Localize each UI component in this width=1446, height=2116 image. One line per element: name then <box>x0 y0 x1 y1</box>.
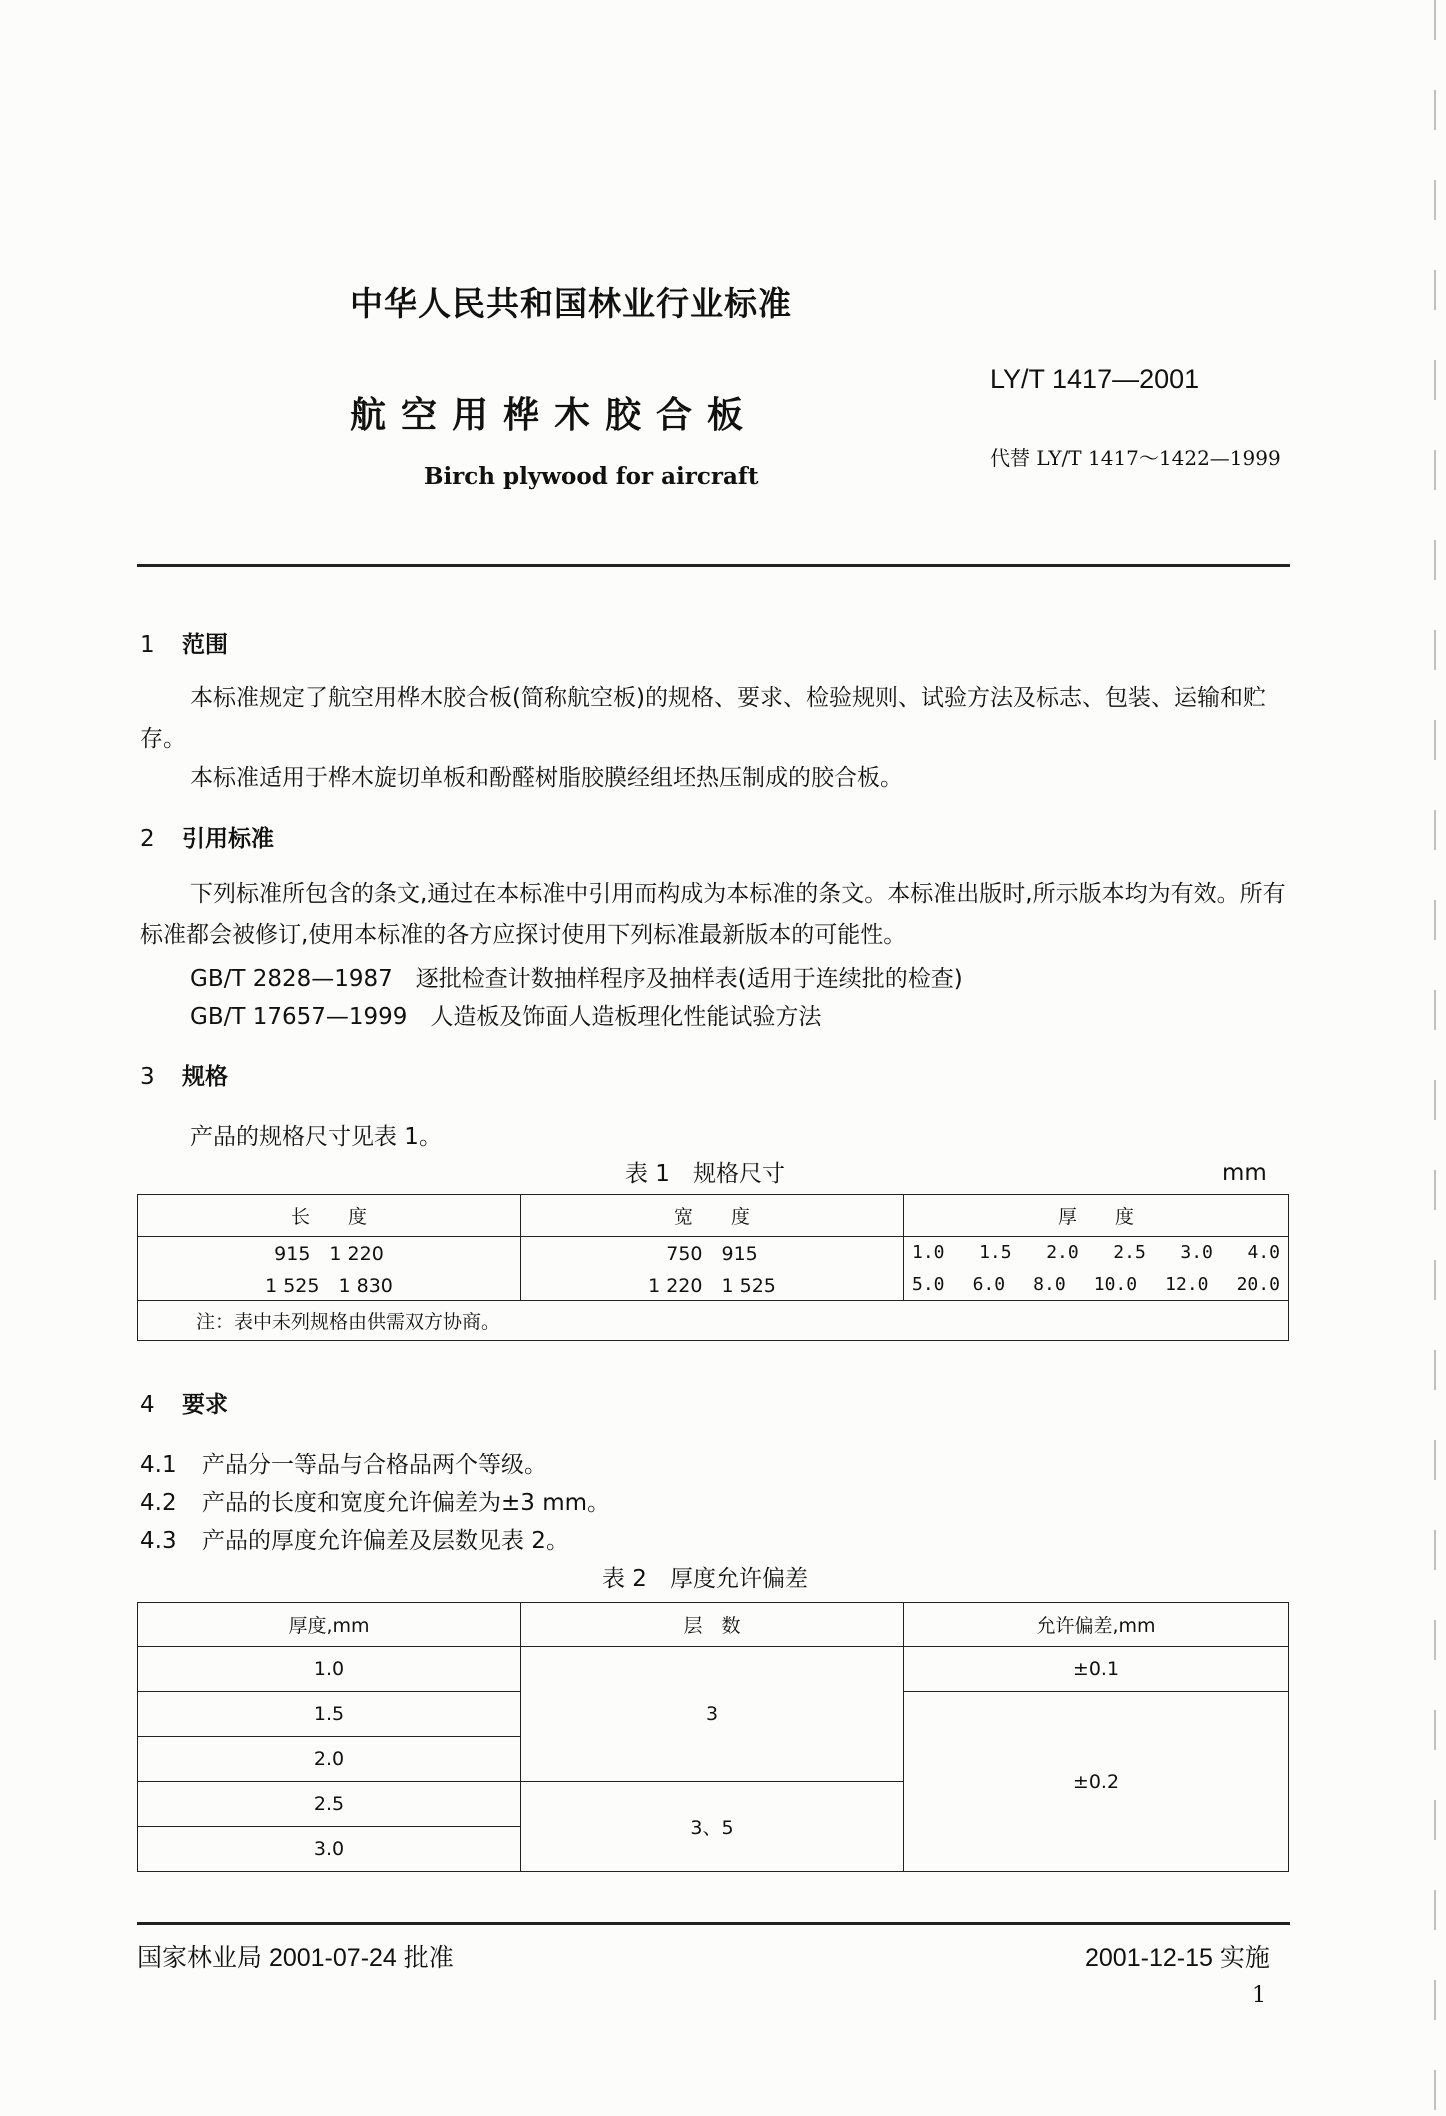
section-3-heading <box>140 1058 228 1091</box>
requirement-item <box>140 1446 547 1479</box>
table-1-caption: 表 1 规格尺寸 <box>625 1161 785 1187</box>
page-number: 1 <box>1252 1983 1266 2008</box>
section-2-heading <box>140 820 274 853</box>
layers-cell: 3、5 <box>521 1782 904 1872</box>
table-1-dimensions <box>137 1194 1289 1341</box>
scan-edge-artifact <box>1434 0 1436 2116</box>
table-header-tolerance: 允许偏差,mm <box>904 1603 1289 1647</box>
item-number: 4.1 <box>140 1452 177 1478</box>
thickness-value: 12.0 <box>1165 1273 1209 1295</box>
thickness-value: 10.0 <box>1093 1273 1138 1295</box>
section-4-heading <box>140 1386 228 1419</box>
thickness-value: 8.0 <box>1033 1273 1066 1295</box>
thickness-value: 2.5 <box>1113 1242 1146 1264</box>
table-header-thickness: 厚 度 <box>904 1195 1289 1237</box>
table-header-width: 宽 度 <box>521 1195 904 1237</box>
item-number: 4.2 <box>140 1490 177 1516</box>
table-header-length: 长 度 <box>138 1195 521 1237</box>
table-2-caption: 表 2 厚度允许偏差 <box>602 1566 808 1592</box>
table-row <box>138 1647 1289 1692</box>
thickness-value: 4.0 <box>1247 1242 1280 1264</box>
issuing-organization: 中华人民共和国林业行业标准 <box>350 284 792 323</box>
table-1-unit: mm <box>1222 1160 1267 1186</box>
table-2-tolerance <box>137 1602 1289 1872</box>
table-row <box>138 1269 1289 1301</box>
thickness-cell: 1.5 <box>138 1692 521 1737</box>
section-title: 范围 <box>182 632 228 658</box>
section-title: 要求 <box>182 1392 228 1418</box>
section-number: 2 <box>140 826 155 852</box>
thickness-cell <box>904 1269 1289 1301</box>
header-divider <box>137 564 1290 567</box>
item-text: 产品分一等品与合格品两个等级。 <box>202 1452 547 1478</box>
tolerance-cell: ±0.2 <box>904 1692 1289 1872</box>
reference-standard: GB/T 2828—1987 逐批检查计数抽样程序及抽样表(适用于连续批的检查) <box>190 966 963 992</box>
width-cell: 750 915 <box>521 1237 904 1269</box>
item-text: 产品的厚度允许偏差及层数见表 2。 <box>202 1528 569 1554</box>
length-cell: 915 1 220 <box>138 1237 521 1269</box>
thickness-value: 6.0 <box>972 1273 1006 1295</box>
thickness-cell: 3.0 <box>138 1827 521 1872</box>
thickness-value: 2.0 <box>1046 1242 1079 1264</box>
document-title-cn: 航空用桦木胶合板 <box>350 395 759 436</box>
section-1-heading <box>140 626 228 659</box>
length-cell: 1 525 1 830 <box>138 1269 521 1301</box>
section-title: 引用标准 <box>182 826 274 852</box>
section-1-paragraph-1: 本标准规定了航空用桦木胶合板(简称航空板)的规格、要求、检验规则、试验方法及标志、包装、运输和贮存。 <box>140 685 1266 752</box>
section-2-paragraph: 下列标准所包含的条文,通过在本标准中引用而构成为本标准的条文。本标准出版时,所示版本均为有效。所有标准都会被修订,使用本标准的各方应探讨使用下列标准最新版本的可能性。 <box>140 881 1286 948</box>
table-header-thickness: 厚度,mm <box>138 1603 521 1647</box>
thickness-cell: 2.0 <box>138 1737 521 1782</box>
thickness-value: 3.0 <box>1180 1242 1213 1264</box>
layers-cell: 3 <box>521 1647 904 1782</box>
thickness-value: 1.5 <box>979 1242 1012 1264</box>
effective-date: 2001-12-15 实施 <box>1085 1944 1270 1972</box>
document-title-en: Birch plywood for aircraft <box>424 463 759 490</box>
standard-code: LY/T 1417—2001 <box>990 364 1200 394</box>
thickness-value: 20.0 <box>1236 1273 1280 1295</box>
thickness-cell <box>904 1237 1289 1269</box>
tolerance-cell: ±0.1 <box>904 1647 1289 1692</box>
section-number: 1 <box>140 632 155 658</box>
replaces-note: 代替 LY/T 1417～1422—1999 <box>990 446 1281 470</box>
requirement-item <box>140 1522 569 1555</box>
footer-divider <box>137 1922 1290 1925</box>
section-number: 4 <box>140 1392 155 1418</box>
table-row <box>138 1237 1289 1269</box>
section-number: 3 <box>140 1064 155 1090</box>
table-header-layers: 层 数 <box>521 1603 904 1647</box>
reference-standard: GB/T 17657—1999 人造板及饰面人造板理化性能试验方法 <box>190 1004 822 1030</box>
table-1-note: 注：表中未列规格由供需双方协商。 <box>138 1301 1289 1341</box>
thickness-value: 5.0 <box>912 1273 945 1295</box>
section-title: 规格 <box>182 1064 228 1090</box>
thickness-value: 1.0 <box>912 1242 945 1264</box>
requirement-item <box>140 1484 610 1517</box>
item-number: 4.3 <box>140 1528 177 1554</box>
item-text: 产品的长度和宽度允许偏差为±3 mm。 <box>202 1490 611 1516</box>
section-3-paragraph: 产品的规格尺寸见表 1。 <box>190 1124 442 1150</box>
section-1-paragraph-2: 本标准适用于桦木旋切单板和酚醛树脂胶膜经组坯热压制成的胶合板。 <box>190 765 903 791</box>
width-cell: 1 220 1 525 <box>521 1269 904 1301</box>
thickness-cell: 1.0 <box>138 1647 521 1692</box>
approval-line: 国家林业局 2001-07-24 批准 <box>137 1944 454 1972</box>
thickness-cell: 2.5 <box>138 1782 521 1827</box>
